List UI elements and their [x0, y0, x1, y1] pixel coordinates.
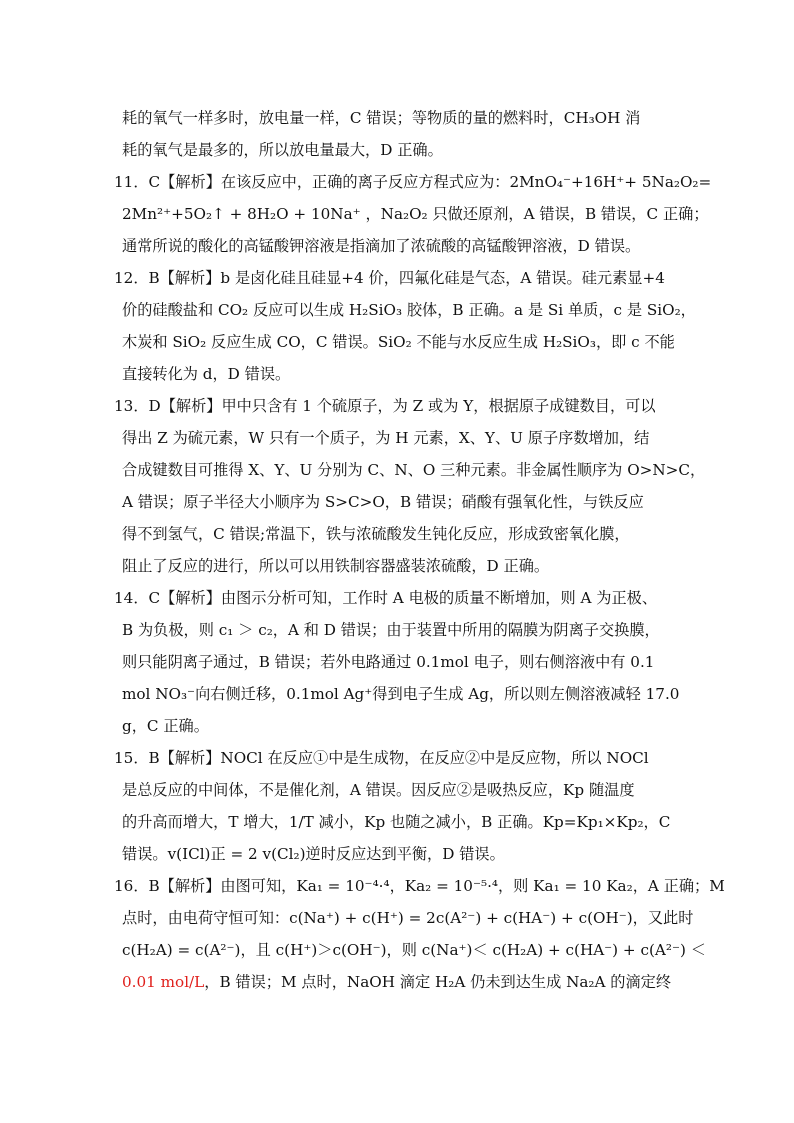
- text-line: 得出 Z 为硫元素，W 只有一个质子，为 H 元素，X、Y、U 原子序数增加，结: [122, 429, 650, 447]
- text-line: g，C 正确。: [122, 717, 209, 735]
- text-line: c(H₂A) = c(A²⁻)，且 c(H⁺)＞c(OH⁻)，则 c(Na⁺)＜ c(H₂A) + c(HA⁻) + c(A²⁻) ＜: [122, 941, 706, 959]
- highlighted-value: 0.01 mol/L: [122, 973, 205, 991]
- text-line: 耗的氧气是最多的，所以放电量最大，D 正确。: [122, 141, 443, 159]
- text-line: 14．C【解析】由图示分析可知，工作时 A 电极的质量不断增加，则 A 为正极、: [114, 589, 658, 607]
- text-line: 通常所说的酸化的高锰酸钾溶液是指滴加了浓硫酸的高锰酸钾溶液，D 错误。: [122, 237, 641, 255]
- text-line-last: [122, 972, 671, 992]
- text-line: 错误。v(ICl)正 = 2 v(Cl₂)逆时反应达到平衡，D 错误。: [122, 845, 505, 863]
- text-line: 点时，由电荷守恒可知：c(Na⁺) + c(H⁺) = 2c(A²⁻) + c(HA⁻) + c(OH⁻)，又此时: [122, 909, 694, 927]
- text-line: B 为负极，则 c₁ ＞ c₂，A 和 D 错误；由于装置中所用的隔膜为阴离子交换膜，: [122, 621, 660, 639]
- text-line: 15．B【解析】NOCl 在反应①中是生成物，在反应②中是反应物，所以 NOCl: [114, 749, 649, 767]
- text-line: 阻止了反应的进行，所以可以用铁制容器盛装浓硫酸，D 正确。: [122, 557, 550, 575]
- text-line: 木炭和 SiO₂ 反应生成 CO，C 错误。SiO₂ 不能与水反应生成 H₂SiO₃，即 c 不能: [122, 333, 675, 351]
- text-line: 12．B【解析】b 是卤化硅且硅显+4 价，四氟化硅是气态，A 错误。硅元素显+4: [114, 269, 665, 287]
- text-line: 则只能阴离子通过，B 错误；若外电路通过 0.1mol 电子，则右侧溶液中有 0.1: [122, 653, 655, 671]
- text-line: 13．D【解析】甲中只含有 1 个硫原子，为 Z 或为 Y，根据原子成键数目，可以: [114, 397, 656, 415]
- text-line: 得不到氢气，C 错误;常温下，铁与浓硫酸发生钝化反应，形成致密氧化膜，: [122, 525, 630, 543]
- text-line: 价的硅酸盐和 CO₂ 反应可以生成 H₂SiO₃ 胶体，B 正确。a 是 Si 单质，c 是 SiO₂，: [122, 301, 696, 319]
- text-line: mol NO₃⁻向右侧迁移，0.1mol Ag⁺得到电子生成 Ag，所以则左侧溶液减轻 17.0: [122, 685, 680, 703]
- text-line: 的升高而增大，T 增大，1/T 减小，Kp 也随之减小，B 正确。Kp=Kp₁×Kp₂，C: [122, 813, 671, 831]
- text-line: 耗的氧气一样多时，放电量一样，C 错误；等物质的量的燃料时，CH₃OH 消: [122, 109, 641, 127]
- text-line: 合成键数目可推得 X、Y、U 分别为 C、N、O 三种元素。非金属性顺序为 O>N>C，: [122, 461, 706, 479]
- text-line-tail: ，B 错误；M 点时，NaOH 滴定 H₂A 仍未到达生成 Na₂A 的滴定终: [204, 973, 672, 991]
- text-line: 2Mn²⁺+5O₂↑ + 8H₂O + 10Na⁺ ，Na₂O₂ 只做还原剂，A 错误，B 错误，C 正确；: [122, 205, 709, 223]
- text-line: A 错误；原子半径大小顺序为 S>C>O，B 错误；硝酸有强氧化性，与铁反应: [122, 493, 644, 511]
- text-line: 是总反应的中间体，不是催化剂，A 错误。因反应②是吸热反应，Kp 随温度: [122, 781, 635, 799]
- text-line: 16．B【解析】由图可知，Ka₁ = 10⁻⁴·⁴，Ka₂ = 10⁻⁵·⁴，则 Ka₁ = 10 Ka₂，A 正确；M: [114, 877, 725, 895]
- text-line: 11．C【解析】在该反应中，正确的离子反应方程式应为：2MnO₄⁻+16H⁺+ 5Na₂O₂=: [114, 173, 712, 191]
- text-line: 直接转化为 d，D 错误。: [122, 365, 291, 383]
